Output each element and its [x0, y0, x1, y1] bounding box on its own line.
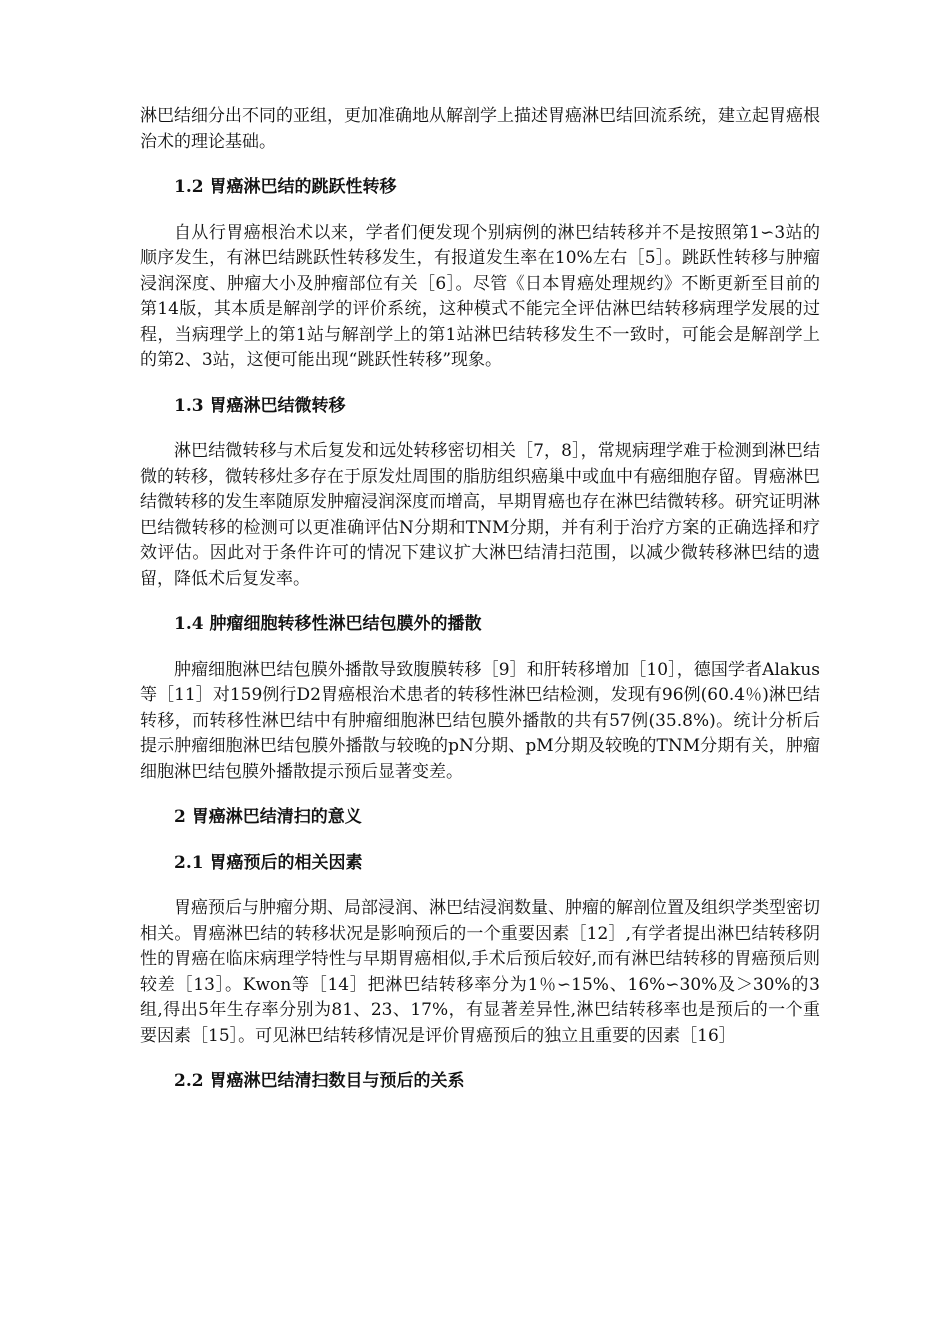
- paragraph-skip-metastasis: 自从行胃癌根治术以来，学者们便发现个别病例的淋巴结转移并不是按照第1∽3站的顺序发生，有淋巴结跳跃性转移发生，有报道发生率在10%左右［5］。跳跃性转移与肿瘤浸润深度、肿瘤大小及肿瘤部位有关［6］。尽管《日本胃癌处理规约》不断更新至目前的第14版，其本质是解剖学的评价系统，这种模式不能完全评估淋巴结转移病理学发展的过程，当病理学上的第1站与解剖学上的第1站淋巴结转移发生不一致时，可能会是解剖学上的第2、3站，这便可能出现“跳跃性转移”现象。: [140, 222, 820, 370]
- paragraph-micrometastasis: 淋巴结微转移与术后复发和远处转移密切相关［7，8］，常规病理学难于检测到淋巴结微的转移，微转移灶多存在于原发灶周围的脂肪组织癌巢中或血中有癌细胞存留。胃癌淋巴结微转移的发生率随原发肿瘤浸润深度而增高，早期胃癌也存在淋巴结微转移。研究证明淋巴结微转移的检测可以更准确评估N分期和TNM分期，并有利于治疗方案的正确选择和疗效评估。因此对于条件许可的情况下建议扩大淋巴结清扫范围，以减少微转移淋巴结的遗留，降低术后复发率。: [140, 441, 820, 589]
- heading-2-2: 2.2 胃癌淋巴结清扫数目与预后的关系: [174, 1071, 465, 1091]
- heading-2-1: 2.1 胃癌预后的相关因素: [174, 852, 363, 873]
- paragraph-extracapsular-spread: 肿瘤细胞淋巴结包膜外播散导致腹膜转移［9］和肝转移增加［10］，德国学者Alakus等［11］对159例行D2胃癌根治术患者的转移性淋巴结检测，发现有96例(60.4％)淋巴结转移，而转移性淋巴结中有肿瘤细胞淋巴结包膜外播散的共有57例(35.8%)。统计分析后提示肿瘤细胞淋巴结包膜外播散与较晚的pN分期、pM分期及较晚的TNM分期有关，肿瘤细胞淋巴结包膜外播散提示预后显著变差。: [140, 659, 820, 782]
- heading-1-4: 1.4 肿瘤细胞转移性淋巴结包膜外的播散: [174, 614, 482, 634]
- heading-2: 2 胃癌淋巴结清扫的意义: [174, 807, 362, 827]
- paragraph-prognosis-factors: 胃癌预后与肿瘤分期、局部浸润、淋巴结浸润数量、肿瘤的解剖位置及组织学类型密切相关。胃癌淋巴结的转移状况是影响预后的一个重要因素［12］,有学者提出淋巴结转移阴性的胃癌在临床病理学特性与早期胃癌相似,手术后预后较好,而有淋巴结转移的胃癌预后则较差［13］。Kwon等［14］把淋巴结转移率分为1％∽15%、16%∽30%及＞30%的3组,得出5年生存率分别为81、23、17%，有显著差异性,淋巴结转移率也是预后的一个重要因素［15］。可见淋巴结转移情况是评价胃癌预后的独立且重要的因素［16］: [140, 898, 820, 1046]
- heading-1-2: 1.2 胃癌淋巴结的跳跃性转移: [174, 177, 397, 197]
- document-page: [140, 104, 820, 1095]
- heading-1-3: 1.3 胃癌淋巴结微转移: [174, 395, 346, 416]
- paragraph-intro: 淋巴结细分出不同的亚组，更加准确地从解剖学上描述胃癌淋巴结回流系统，建立起胃癌根治术的理论基础。: [140, 106, 820, 152]
